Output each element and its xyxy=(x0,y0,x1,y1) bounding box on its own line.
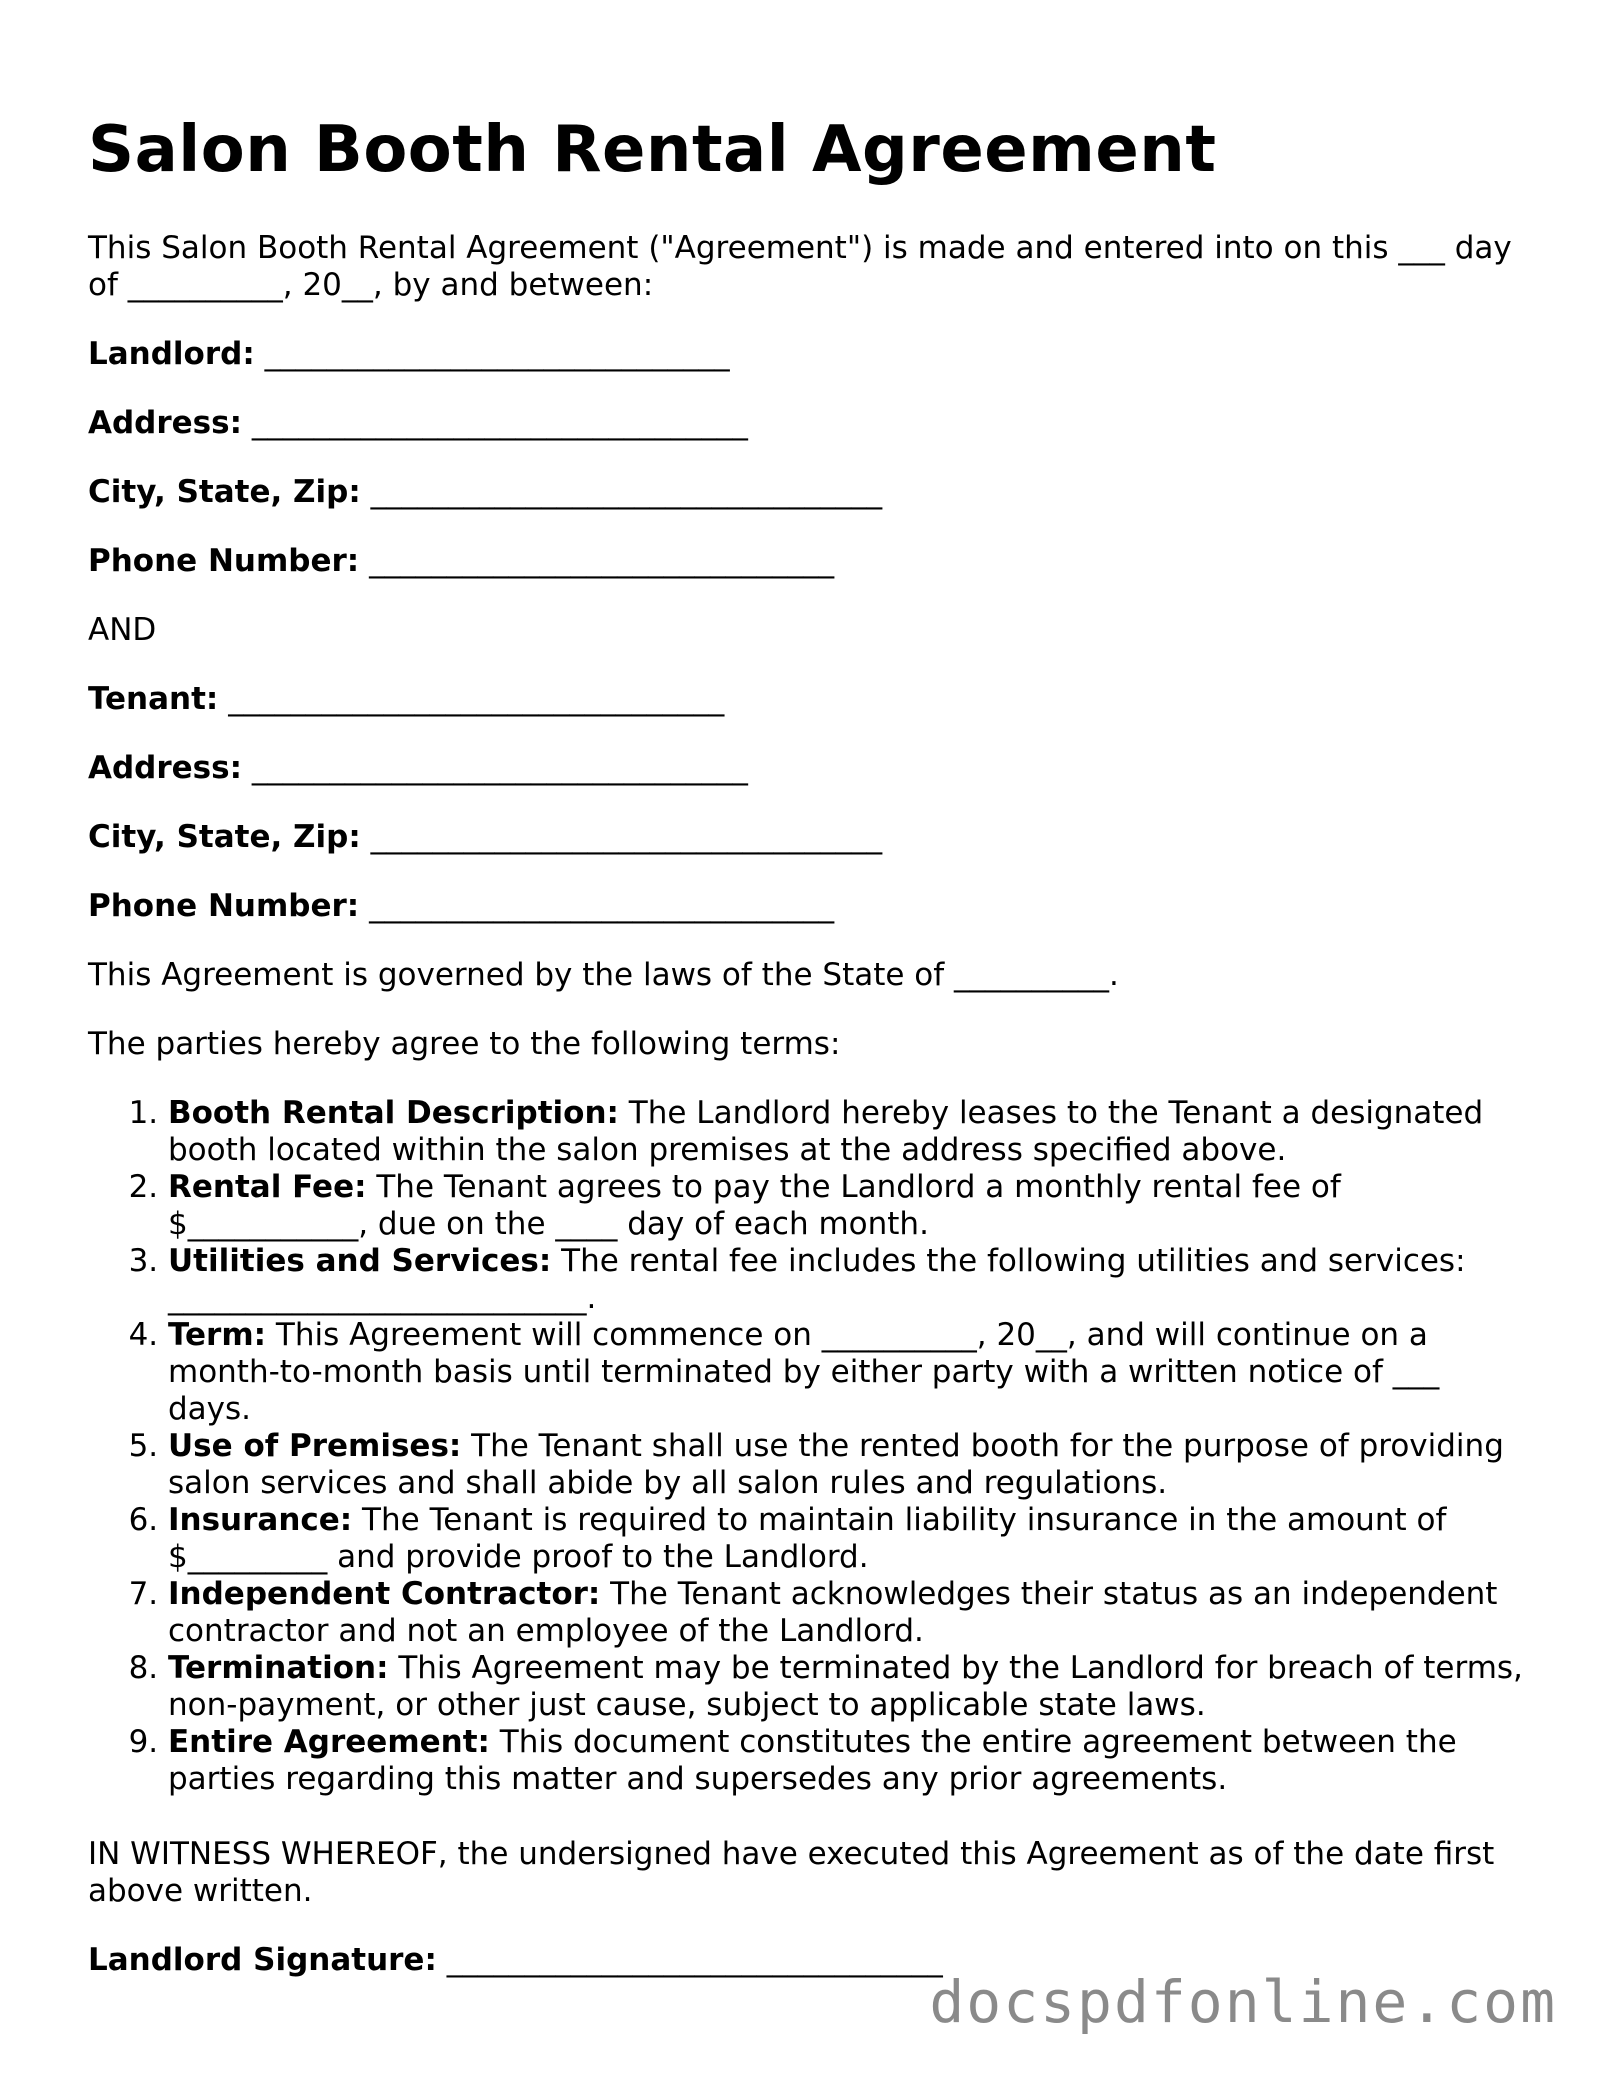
term-item xyxy=(168,1317,1528,1428)
term-text: The Tenant acknowledges their status as an independent contractor and not an employee of the Landlord. xyxy=(168,1576,1498,1649)
landlord-name-field xyxy=(88,336,1528,373)
term-item xyxy=(168,1095,1528,1169)
field-label: Address: xyxy=(88,750,242,786)
term-heading: Use of Premises: xyxy=(168,1428,462,1464)
term-heading: Utilities and Services: xyxy=(168,1243,552,1279)
term-text: The Landlord hereby leases to the Tenant a designated booth located within the salon premises at the address specified above. xyxy=(168,1095,1484,1168)
term-heading: Booth Rental Description: xyxy=(168,1095,619,1131)
terms-list xyxy=(88,1095,1528,1798)
field-label: Tenant: xyxy=(88,681,219,717)
term-item xyxy=(168,1576,1528,1650)
term-item xyxy=(168,1724,1528,1798)
field-blank: ________________________________ xyxy=(228,681,725,717)
document-title: Salon Booth Rental Agreement xyxy=(88,113,1217,187)
witness-paragraph: IN WITNESS WHEREOF, the undersigned have executed this Agreement as of the date first above written. xyxy=(88,1836,1495,1909)
term-text: The Tenant is required to maintain liability insurance in the amount of $_________ and provide proof to the Landlord. xyxy=(168,1502,1447,1575)
term-text: This Agreement will commence on __________, 20__, and will continue on a month-to-month basis until terminated by either party with a written notice of ___ days. xyxy=(168,1317,1440,1427)
field-label: Address: xyxy=(88,405,242,441)
field-label: Landlord Signature: xyxy=(88,1942,437,1978)
field-label: City, State, Zip: xyxy=(88,819,361,855)
field-blank: ______________________________ xyxy=(369,543,835,579)
term-heading: Independent Contractor: xyxy=(168,1576,601,1612)
field-blank: ________________________________ xyxy=(251,405,748,441)
tenant-city-state-zip-field xyxy=(88,819,1528,856)
term-heading: Termination: xyxy=(168,1650,389,1686)
tenant-name-field xyxy=(88,681,1528,718)
term-heading: Insurance: xyxy=(168,1502,353,1538)
term-item xyxy=(168,1650,1528,1724)
term-text: This document constitutes the entire agreement between the parties regarding this matter and supersedes any prior agreements. xyxy=(168,1724,1457,1797)
field-label: City, State, Zip: xyxy=(88,474,361,510)
term-item xyxy=(168,1243,1528,1317)
document-page xyxy=(88,108,1528,2011)
landlord-city-state-zip-field xyxy=(88,474,1528,511)
field-label: Phone Number: xyxy=(88,888,360,924)
intro-paragraph: This Salon Booth Rental Agreement ("Agreement") is made and entered into on this ___ day of __________, 20__, by and between: xyxy=(88,230,1512,303)
field-label: Landlord: xyxy=(88,336,255,372)
field-label: Phone Number: xyxy=(88,543,360,579)
term-heading: Entire Agreement: xyxy=(168,1724,490,1760)
field-blank: _________________________________ xyxy=(370,474,883,510)
landlord-phone-field xyxy=(88,543,1528,580)
watermark: docspdfonline.com xyxy=(929,1968,1557,2036)
tenant-phone-field xyxy=(88,888,1528,925)
tenant-address-field xyxy=(88,750,1528,787)
term-item xyxy=(168,1502,1528,1576)
and-separator: AND xyxy=(88,612,157,648)
term-item xyxy=(168,1428,1528,1502)
landlord-address-field xyxy=(88,405,1528,442)
term-text: The rental fee includes the following utilities and services: ___________________________. xyxy=(168,1243,1466,1316)
field-blank: ________________________________ xyxy=(251,750,748,786)
terms-intro-paragraph: The parties hereby agree to the following terms: xyxy=(88,1026,841,1062)
field-blank: ______________________________ xyxy=(264,336,730,372)
term-heading: Term: xyxy=(168,1317,267,1353)
field-blank: _________________________________ xyxy=(370,819,883,855)
term-heading: Rental Fee: xyxy=(168,1169,367,1205)
term-text: The Tenant agrees to pay the Landlord a monthly rental fee of $___________, due on the ____ day of each month. xyxy=(168,1169,1341,1242)
term-text: The Tenant shall use the rented booth for the purpose of providing salon services and shall abide by all salon rules and regulations. xyxy=(168,1428,1504,1501)
field-blank: ______________________________ xyxy=(369,888,835,924)
term-text: This Agreement may be terminated by the Landlord for breach of terms, non-payment, or other just cause, subject to applicable state laws. xyxy=(168,1650,1523,1723)
field-blank: ________________________________ xyxy=(446,1942,943,1978)
governing-law-paragraph: This Agreement is governed by the laws of the State of __________. xyxy=(88,957,1119,993)
term-item xyxy=(168,1169,1528,1243)
